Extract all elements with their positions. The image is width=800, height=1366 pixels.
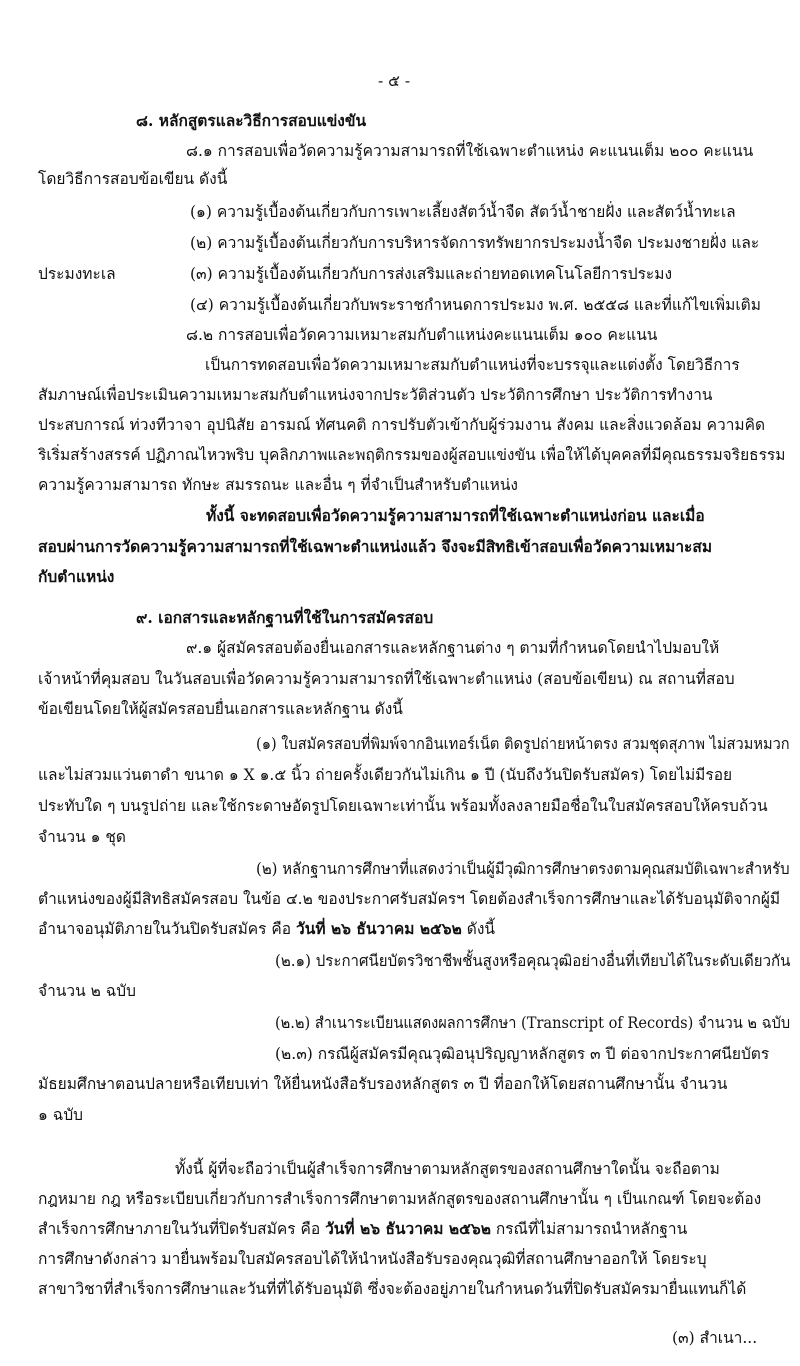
section-8-note-line-1: ทั้งนี้ จะทดสอบเพื่อวัดความรู้ความสามารถที่ใช้เฉพาะตำแหน่งก่อน และเมื่อ [206, 506, 705, 525]
document-2-line-3 [38, 918, 495, 940]
continuation-marker: (๓) สำเนา... [672, 1329, 758, 1347]
document-2-1-line-1: (๒.๑) ประกาศนียบัตรวิชาชีพชั้นสูงหรือคุณวุฒิอย่างอื่นที่เทียบได้ในระดับเดียวกัน [275, 952, 791, 970]
document-2-2: (๒.๒) สำเนาระเบียนแสดงผลการศึกษา (Transcript of Records) จำนวน ๒ ฉบับ [275, 1014, 791, 1032]
closing-line-4: การศึกษาดังกล่าว มายื่นพร้อมใบสมัครสอบได้ให้นำหนังสือรับรองคุณวุฒิที่สถานศึกษาออกให้ โดยระบุ [38, 1250, 707, 1268]
document-2-3-line-3: ๑ ฉบับ [38, 1106, 84, 1124]
section-8-1-line-1: ๘.๑ การสอบเพื่อวัดความรู้ความสามารถที่ใช้เฉพาะตำแหน่ง คะแนนเต็ม ๒๐๐ คะแนน [186, 142, 754, 160]
section-8-note-line-3: กับตำแหน่ง [38, 567, 115, 586]
document-1-line-2: และไม่สวมแว่นตาดำ ขนาด ๑ X ๑.๕ นิ้ว ถ่ายครั้งเดียวกันไม่เกิน ๑ ปี (นับถึงวันปิดรับสมัคร) โดยไม่มีรอย [38, 766, 733, 784]
section-8-2-body-line-3: ประสบการณ์ ท่วงทีวาจา อุปนิสัย อารมณ์ ทัศนคติ การปรับตัวเข้ากับผู้ร่วมงาน สังคม และสิ่งแวดล้อม ความคิด [38, 416, 766, 434]
section-8-2-body-line-4: ริเริ่มสร้างสรรค์ ปฏิภาณไหวพริบ บุคลิกภาพและพฤติกรรมของผู้สอบแข่งขัน เพื่อให้ได้บุคคลที่มีคุณธรรมจริยธรรม [38, 446, 786, 464]
section-8-heading: ๘. หลักสูตรและวิธีการสอบแข่งขัน [136, 111, 367, 130]
section-9-1-line-1: ๙.๑ ผู้สมัครสอบต้องยื่นเอกสารและหลักฐานต่าง ๆ ตามที่กำหนดโดยนำไปมอบให้ [186, 639, 720, 657]
document-2-line-2: ตำแหน่งของผู้มีสิทธิสมัครสอบ ในข้อ ๔.๒ ของประกาศรับสมัครฯ โดยต้องสำเร็จการศึกษาและได้รับอนุมัติจากผู้มี [38, 890, 781, 908]
exam-topic-4: (๔) ความรู้เบื้องต้นเกี่ยวกับพระราชกำหนดการประมง พ.ศ. ๒๕๕๘ และที่แก้ไขเพิ่มเติม [190, 296, 761, 314]
closing-date-2: วันที่ ๒๖ ธันวาคม ๒๕๖๒ [325, 1219, 491, 1238]
section-8-2-body-line-5: ความรู้ความสามารถ ทักษะ สมรรถนะ และอื่น ๆ ที่จำเป็นสำหรับตำแหน่ง [38, 476, 518, 494]
document-2-1-line-2: จำนวน ๒ ฉบับ [38, 982, 136, 1000]
document-2-line-1: (๒) หลักฐานการศึกษาที่แสดงว่าเป็นผู้มีวุฒิการศึกษาตรงตามคุณสมบัติเฉพาะสำหรับ [256, 860, 790, 878]
document-2-3-line-1: (๒.๓) กรณีผู้สมัครมีคุณวุฒิอนุปริญญาหลักสูตร ๓ ปี ต่อจากประกาศนียบัตร [275, 1045, 770, 1063]
section-9-1-line-2: เจ้าหน้าที่คุมสอบ ในวันสอบเพื่อวัดความรู้ความสามารถที่ใช้เฉพาะตำแหน่ง (สอบข้อเขียน) ณ สถานที่สอบ [38, 670, 735, 688]
section-8-2-body-line-1: เป็นการทดสอบเพื่อวัดความเหมาะสมกับตำแหน่งที่จะบรรจุและแต่งตั้ง โดยวิธีการ [205, 356, 740, 374]
page-number: - ๕ - [378, 72, 411, 90]
section-9-1-line-3: ข้อเขียนโดยให้ผู้สมัครสอบยื่นเอกสารและหลักฐาน ดังนี้ [38, 700, 403, 718]
closing-line-1: ทั้งนี้ ผู้ที่จะถือว่าเป็นผู้สำเร็จการศึกษาตามหลักสูตรของสถานศึกษาใดนั้น จะถือตาม [175, 1160, 720, 1178]
document-1-line-4: จำนวน ๑ ชุด [38, 828, 126, 846]
closing-line-3-text: สำเร็จการศึกษาภายในวันที่ปิดรับสมัคร คือ [38, 1220, 326, 1238]
closing-line-3-end: กรณีที่ไม่สามารถนำหลักฐาน [490, 1220, 688, 1238]
document-2-3-line-2: มัธยมศึกษาตอนปลายหรือเทียบเท่า ให้ยื่นหนังสือรับรองหลักสูตร ๓ ปี ที่ออกให้โดยสถานศึกษานั้น จำนวน [38, 1075, 728, 1093]
section-8-2-title: ๘.๒ การสอบเพื่อวัดความเหมาะสมกับตำแหน่งคะแนนเต็ม ๑๐๐ คะแนน [186, 326, 658, 344]
document-1-line-1: (๑) ใบสมัครสอบที่พิมพ์จากอินเทอร์เน็ต ติดรูปถ่ายหน้าตรง สวมชุดสุภาพ ไม่สวมหมวก [256, 735, 790, 753]
document-2-line-3-text: อำนาจอนุมัติภายในวันปิดรับสมัคร คือ [38, 920, 297, 938]
document-2-line-3-end: ดังนี้ [461, 920, 496, 938]
section-8-note-line-2: สอบผ่านการวัดความรู้ความสามารถที่ใช้เฉพาะตำแหน่งแล้ว จึงจะมีสิทธิเข้าสอบเพื่อวัดความเหมาะสม [38, 537, 713, 556]
closing-line-5: สาขาวิชาที่สำเร็จการศึกษาและวันที่ที่ได้รับอนุมัติ ซึ่งจะต้องอยู่ภายในกำหนดวันที่ปิดรับสมัครมายื่นแทนก็ได้ [38, 1280, 747, 1298]
closing-line-2: กฎหมาย กฎ หรือระเบียบเกี่ยวกับการสำเร็จการศึกษาตามหลักสูตรของสถานศึกษานั้น ๆ เป็นเกณฑ์ โดยจะต้อง [38, 1190, 762, 1208]
section-8-2-body-line-2: สัมภาษณ์เพื่อประเมินความเหมาะสมกับตำแหน่งจากประวัติส่วนตัว ประวัติการศึกษา ประวัติการทำงาน [38, 386, 713, 404]
section-9-heading: ๙. เอกสารและหลักฐานที่ใช้ในการสมัครสอบ [136, 608, 434, 627]
closing-line-3 [38, 1218, 687, 1240]
exam-topic-3: (๓) ความรู้เบื้องต้นเกี่ยวกับการส่งเสริมและถ่ายทอดเทคโนโลยีการประมง [190, 265, 673, 283]
exam-topic-1: (๑) ความรู้เบื้องต้นเกี่ยวกับการเพาะเลี้ยงสัตว์น้ำจืด สัตว์น้ำชายฝั่ง และสัตว์น้ำทะเล [190, 203, 736, 221]
section-8-1-line-2: โดยวิธีการสอบข้อเขียน ดังนี้ [38, 170, 228, 188]
closing-date: วันที่ ๒๖ ธันวาคม ๒๕๖๒ [296, 919, 462, 938]
exam-topic-2-continuation: ประมงทะเล [38, 265, 116, 283]
document-1-line-3: ประทับใด ๆ บนรูปถ่าย และใช้กระดาษอัดรูปโดยเฉพาะเท่านั้น พร้อมทั้งลงลายมือชื่อในใบสมัครสอบให้ครบถ้วน [38, 797, 768, 815]
exam-topic-2: (๒) ความรู้เบื้องต้นเกี่ยวกับการบริหารจัดการทรัพยากรประมงน้ำจืด ประมงชายฝั่ง และ [190, 234, 760, 252]
